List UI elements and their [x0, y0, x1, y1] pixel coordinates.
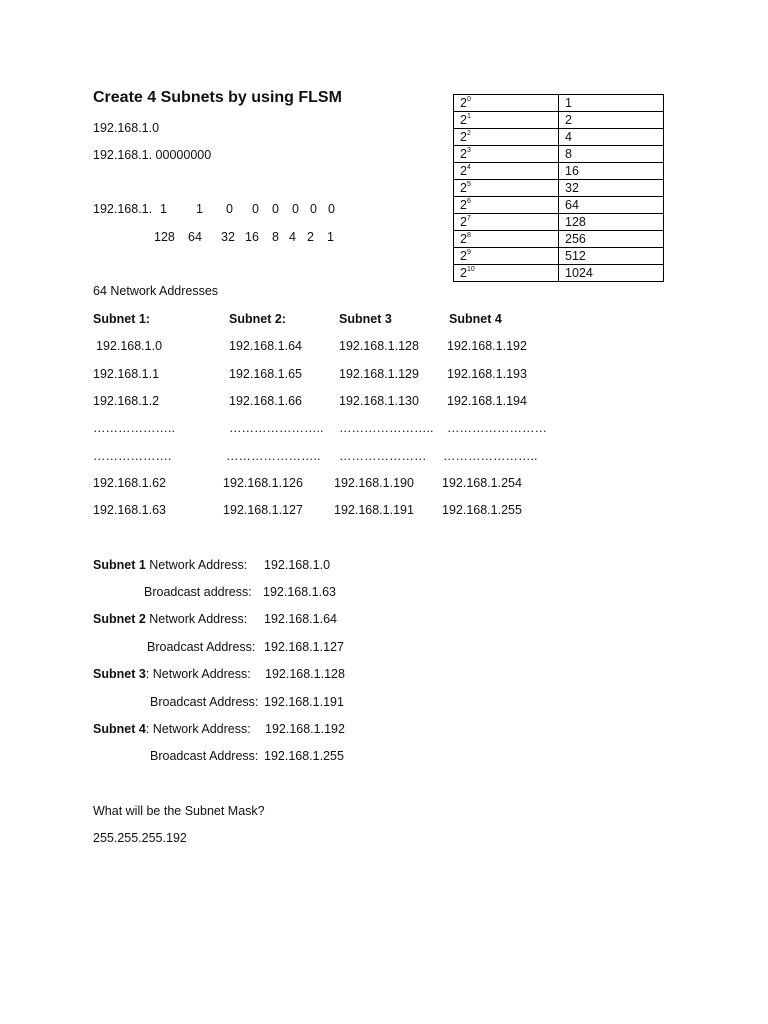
exponent: 0 [466, 96, 471, 103]
subnet-label: Subnet 3 [93, 667, 146, 681]
power-value: 256 [559, 231, 664, 248]
base: 2 [460, 113, 467, 127]
base: 2 [460, 232, 467, 246]
list-item: ……………….. [93, 421, 175, 435]
network-address: 192.168.1.64 [264, 612, 337, 626]
base: 2 [460, 130, 467, 144]
network-address: 192.168.1.0 [264, 558, 331, 572]
subnet-label: Subnet 2 [93, 612, 146, 626]
table-row [454, 248, 664, 265]
bit-value: 0 [272, 202, 279, 216]
network-label: : Network Address: [145, 722, 251, 736]
place-value: 16 [245, 230, 259, 244]
ip-binary-line: 192.168.1. 00000000 [93, 148, 212, 162]
broadcast-address: 192.168.1.191 [264, 695, 344, 709]
subnet-label: Subnet 1 [93, 558, 146, 572]
list-item: 192.168.1.126 [223, 476, 303, 490]
base: 2 [460, 198, 467, 212]
base: 2 [460, 266, 467, 280]
list-item: 192.168.1.130 [339, 394, 419, 408]
table-row [454, 231, 664, 248]
list-item: 192.168.1.193 [447, 367, 527, 381]
network-address: 192.168.1.128 [265, 667, 345, 681]
list-item: 192.168.1.254 [442, 476, 522, 490]
list-item: 192.168.1.194 [447, 394, 527, 408]
broadcast-address: 192.168.1.127 [264, 640, 344, 654]
bit-value: 1 [160, 202, 167, 216]
broadcast-label: Broadcast Address: [147, 640, 256, 654]
broadcast-label: Broadcast Address: [150, 749, 259, 763]
summary-network-line [93, 612, 247, 626]
base: 2 [460, 249, 467, 263]
broadcast-address: 192.168.1.63 [263, 585, 336, 599]
power-value: 128 [559, 214, 664, 231]
list-item: 192.168.1.191 [334, 503, 414, 517]
bit-value: 0 [328, 202, 335, 216]
network-address: 192.168.1.192 [265, 722, 345, 736]
table-row [454, 112, 664, 129]
base: 2 [460, 181, 467, 195]
power-value: 1 [559, 95, 664, 112]
powers-of-two-table [453, 94, 664, 282]
network-label: Network Address: [145, 612, 248, 626]
network-label: Network Address: [145, 558, 248, 572]
place-value: 2 [307, 230, 314, 244]
list-item: 192.168.1.127 [223, 503, 303, 517]
list-item: 192.168.1.192 [447, 339, 527, 353]
summary-network-line [93, 667, 251, 681]
list-item: 192.168.1.190 [334, 476, 414, 490]
list-item: ………………….. [229, 421, 324, 435]
table-row [454, 265, 664, 282]
bit-value: 0 [310, 202, 317, 216]
exponent: 6 [466, 198, 471, 205]
exponent: 5 [466, 181, 471, 188]
place-value: 1 [327, 230, 334, 244]
power-value: 16 [559, 163, 664, 180]
subnet-4-header: Subnet 4 [449, 312, 502, 326]
subnet-3-header: Subnet 3 [339, 312, 392, 326]
exponent: 1 [466, 113, 471, 120]
table-row [454, 180, 664, 197]
bit-value: 0 [252, 202, 259, 216]
table-row [454, 95, 664, 112]
place-value: 32 [221, 230, 235, 244]
power-value: 1024 [559, 265, 664, 282]
list-item: ………………. [93, 449, 172, 463]
bit-value: 0 [292, 202, 299, 216]
place-value: 64 [188, 230, 202, 244]
question: What will be the Subnet Mask? [93, 804, 265, 818]
list-item: ………………… [339, 449, 427, 463]
table-row [454, 214, 664, 231]
base: 2 [460, 164, 467, 178]
power-value: 4 [559, 129, 664, 146]
base: 2 [460, 147, 467, 161]
table-row [454, 129, 664, 146]
exponent: 4 [466, 164, 471, 171]
base: 2 [460, 215, 467, 229]
list-item: …………………… [447, 421, 547, 435]
table-row [454, 197, 664, 214]
power-value: 32 [559, 180, 664, 197]
exponent: 8 [466, 232, 471, 239]
subnet-1-header: Subnet 1: [93, 312, 150, 326]
broadcast-label: Broadcast Address: [150, 695, 259, 709]
list-item: ………………….. [339, 421, 434, 435]
network-count: 64 Network Addresses [93, 284, 219, 298]
network-label: : Network Address: [145, 667, 251, 681]
list-item: ………………….. [226, 449, 321, 463]
summary-network-line [93, 722, 251, 736]
power-value: 2 [559, 112, 664, 129]
exponent: 2 [466, 130, 471, 137]
subnet-label: Subnet 4 [93, 722, 146, 736]
bit-value: 1 [196, 202, 203, 216]
list-item: 192.168.1.65 [229, 367, 302, 381]
subnet-2-header: Subnet 2: [229, 312, 286, 326]
broadcast-label: Broadcast address: [144, 585, 252, 599]
exponent: 9 [466, 249, 471, 256]
list-item: 192.168.1.62 [93, 476, 166, 490]
broadcast-address: 192.168.1.255 [264, 749, 344, 763]
list-item: ………………….. [443, 449, 538, 463]
list-item: 192.168.1.63 [93, 503, 166, 517]
place-value: 4 [289, 230, 296, 244]
bits-prefix: 192.168.1. [93, 202, 153, 216]
exponent: 10 [466, 266, 475, 273]
bit-value: 0 [226, 202, 233, 216]
exponent: 3 [466, 147, 471, 154]
ip-address-line: 192.168.1.0 [93, 121, 160, 135]
power-value: 8 [559, 146, 664, 163]
list-item: 192.168.1.128 [339, 339, 419, 353]
list-item: 192.168.1.129 [339, 367, 419, 381]
list-item: 192.168.1.2 [93, 394, 160, 408]
list-item: 192.168.1.66 [229, 394, 302, 408]
list-item: 192.168.1.64 [229, 339, 302, 353]
table-row [454, 146, 664, 163]
answer: 255.255.255.192 [93, 831, 187, 845]
list-item: 192.168.1.1 [93, 367, 160, 381]
base: 2 [460, 96, 467, 110]
place-value: 128 [154, 230, 175, 244]
exponent: 7 [466, 215, 471, 222]
place-value: 8 [272, 230, 279, 244]
table-row [454, 163, 664, 180]
page-title: Create 4 Subnets by using FLSM [93, 89, 342, 106]
summary-network-line [93, 558, 247, 572]
list-item: 192.168.1.0 [96, 339, 163, 353]
power-value: 64 [559, 197, 664, 214]
power-value: 512 [559, 248, 664, 265]
list-item: 192.168.1.255 [442, 503, 522, 517]
